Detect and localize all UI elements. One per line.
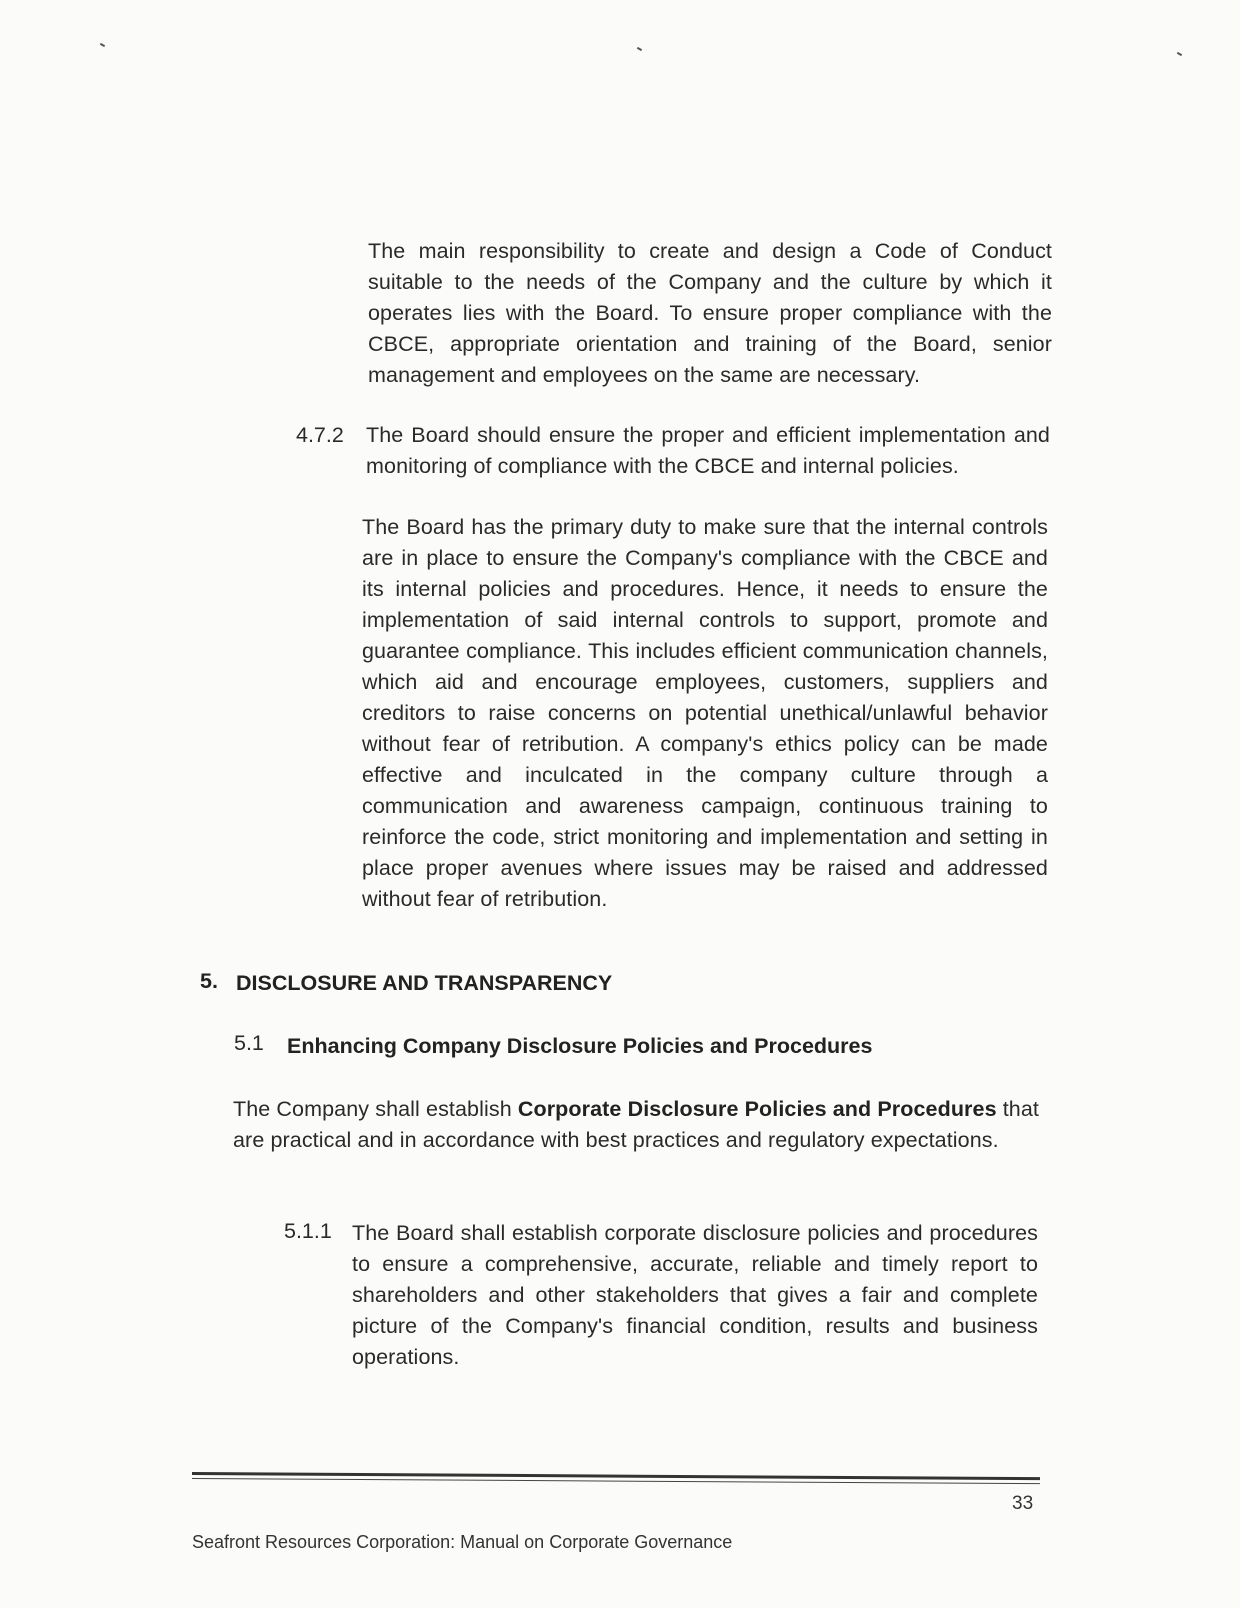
scan-mark: [100, 43, 105, 47]
scan-mark: [637, 47, 642, 51]
page-number: 33: [1012, 1493, 1034, 1514]
paragraph-code-of-conduct: The main responsibility to create and design a Code of Conduct suitable to the needs of the Company and the culture by which it operates lies with the Board. To ensure proper compliance with the CBCE, appropriate orientation and training of the Board, senior management and employees on the same are necessary.: [368, 239, 1052, 387]
paragraph-5-1-after: that are practical and in accordance with best practices and regulatory expectations.: [233, 1097, 1039, 1152]
paragraph-5-1: [233, 1094, 1039, 1156]
item-number-4-7-2: 4.7.2: [296, 423, 344, 447]
section-title-5: DISCLOSURE AND TRANSPARENCY: [236, 971, 613, 995]
scan-mark: [1177, 52, 1182, 56]
paragraph-5-1-bold: Corporate Disclosure Policies and Procedures: [517, 1097, 997, 1121]
paragraph-5-1-before: The Company shall establish: [233, 1097, 518, 1121]
footer-text: Seafront Resources Corporation: Manual on Corporate Governance: [192, 1532, 733, 1552]
item-text-5-1-1: The Board shall establish corporate disclosure policies and procedures to ensure a comprehensive, accurate, reliable and timely report to shareholders and other stakeholders that gives a fair and complete picture of the Company's financial condition, results and business operations.: [352, 1221, 1038, 1369]
subsection-title-5-1: Enhancing Company Disclosure Policies and Procedures: [287, 1034, 873, 1058]
item-number-5-1-1: 5.1.1: [284, 1219, 332, 1243]
subsection-number-5-1: 5.1: [234, 1031, 264, 1055]
paragraph-primary-duty: The Board has the primary duty to make sure that the internal controls are in place to ensure the Company's compliance with the CBCE and its internal policies and procedures. Hence, it needs to ensure the implementation of said internal controls to support, promote and guarantee compliance. This includes efficient communication channels, which aid and encourage employees, customers, suppliers and creditors to raise concerns on potential unethical/unlawful behavior without fear of retribution. A company's ethics policy can be made effective and inculcated in the company culture through a communication and awareness campaign, continuous training to reinforce the code, strict monitoring and implementation and setting in place proper avenues where issues may be raised and addressed without fear of retribution.: [362, 515, 1048, 911]
section-number-5: 5.: [200, 969, 218, 993]
item-text-4-7-2: The Board should ensure the proper and efficient implementation and monitoring of compliance with the CBCE and internal policies.: [366, 423, 1050, 478]
